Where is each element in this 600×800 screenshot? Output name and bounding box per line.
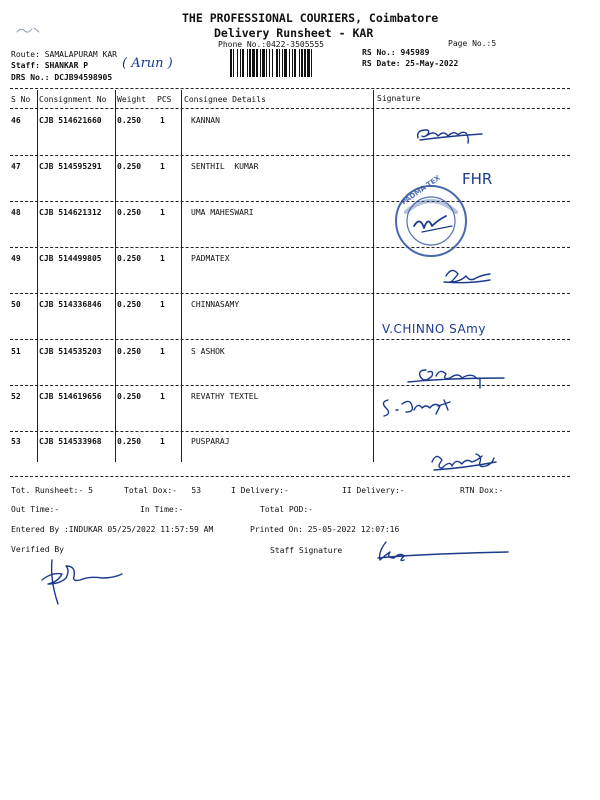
signature-row-47: FHR: [462, 170, 493, 188]
row-consignment: CJB 514533968: [39, 437, 102, 446]
barcode-bar: [247, 49, 248, 77]
signature-row-49: [440, 262, 500, 288]
column-divider-4: [373, 90, 374, 462]
verifier-signature: [34, 556, 124, 608]
barcode-bar: [249, 49, 251, 77]
row-consignment: CJB 514535203: [39, 347, 102, 356]
rs-date: RS Date: 25-May-2022: [362, 59, 459, 68]
header-consignment: Consignment No: [39, 95, 107, 104]
barcode-bar: [292, 49, 293, 77]
row-consignee: CHINNASAMY: [191, 300, 240, 309]
column-divider-1: [37, 90, 38, 462]
verified-by-label: Verified By: [11, 545, 64, 554]
stamp-text: PADMA TEX: [400, 173, 442, 207]
signature-row-50: V.CHINNO SAmy: [382, 322, 486, 336]
printed-on: Printed On: 25-05-2022 12:07:16: [250, 525, 400, 534]
row-rule: [10, 431, 570, 432]
barcode-bar: [301, 49, 303, 77]
header-consignee: Consignee Details: [184, 95, 266, 104]
staff-signature: [372, 538, 512, 566]
phone-number: Phone No.:0422-3505555: [218, 40, 324, 49]
row-sno: 53: [11, 437, 21, 446]
company-stamp: [392, 182, 470, 260]
row-consignee: PADMATEX: [191, 254, 230, 263]
row-weight: 0.250: [117, 392, 142, 401]
barcode-bar: [299, 49, 300, 77]
barcode-bar: [266, 49, 267, 77]
barcode: [230, 49, 358, 77]
row-weight: 0.250: [117, 437, 142, 446]
barcode-bar: [252, 49, 255, 77]
total-dox: Total Dox:- 53: [124, 486, 202, 495]
barcode-bar: [256, 49, 258, 77]
row-pcs: 1: [160, 437, 165, 446]
header-signature: Signature: [377, 94, 421, 103]
row-rule: [10, 155, 570, 156]
barcode-bar: [282, 49, 283, 77]
row-rule: [10, 247, 570, 248]
barcode-bar: [284, 49, 287, 77]
row-weight: 0.250: [117, 300, 142, 309]
staff-handwritten-name: ( Arun ): [122, 56, 173, 71]
column-divider-2: [115, 90, 116, 462]
signature-row-51: [406, 364, 506, 388]
row-consignment: CJB 514621312: [39, 208, 102, 217]
row-consignee: KANNAN: [191, 116, 220, 125]
barcode-bar: [240, 49, 241, 77]
row-pcs: 1: [160, 300, 165, 309]
row-rule: [10, 339, 570, 340]
first-delivery: I Delivery:-: [231, 486, 289, 495]
runsheet-title: Delivery Runsheet - KAR: [214, 26, 374, 40]
barcode-bar: [269, 49, 270, 77]
row-weight: 0.250: [117, 116, 142, 125]
row-pcs: 1: [160, 116, 165, 125]
barcode-bar: [237, 49, 238, 77]
rs-number: RS No.: 945989: [362, 48, 430, 57]
row-sno: 48: [11, 208, 21, 217]
row-pcs: 1: [160, 162, 165, 171]
total-runsheet: Tot. Runsheet:- 5: [11, 486, 93, 495]
row-weight: 0.250: [117, 208, 142, 217]
second-delivery: II Delivery:-: [342, 486, 405, 495]
row-pcs: 1: [160, 254, 165, 263]
barcode-bar: [311, 49, 312, 77]
out-time: Out Time:-: [11, 505, 60, 514]
row-pcs: 1: [160, 208, 165, 217]
row-consignment: CJB 514336846: [39, 300, 102, 309]
row-sno: 46: [11, 116, 21, 125]
row-sno: 50: [11, 300, 21, 309]
row-pcs: 1: [160, 347, 165, 356]
row-consignment: CJB 514595291: [39, 162, 102, 171]
staff-signature-label: Staff Signature: [270, 546, 343, 555]
barcode-bar: [279, 49, 280, 77]
staff-label: Staff: SHANKAR P: [11, 61, 89, 70]
drs-number: DRS No.: DCJB94598905: [11, 73, 113, 82]
column-divider-3: [181, 90, 182, 462]
barcode-bar: [304, 49, 306, 77]
table-top-rule: [10, 88, 570, 89]
row-weight: 0.250: [117, 162, 142, 171]
barcode-bar: [233, 49, 234, 77]
signature-row-46: [412, 120, 492, 150]
barcode-bar: [230, 49, 232, 77]
total-pod: Total POD:-: [260, 505, 313, 514]
row-consignee: SENTHIL KUMAR: [191, 162, 259, 171]
signature-row-52: [378, 392, 468, 420]
route-label: Route: SAMALAPURAM KAR: [11, 50, 117, 59]
row-sno: 47: [11, 162, 21, 171]
table-bottom-rule: [10, 476, 570, 477]
row-consignee: REVATHY TEXTEL: [191, 392, 259, 401]
barcode-bar: [242, 49, 244, 77]
in-time: In Time:-: [140, 505, 184, 514]
header-weight: Weight: [117, 95, 146, 104]
row-sno: 51: [11, 347, 21, 356]
header-sno: S No: [11, 95, 31, 104]
row-weight: 0.250: [117, 254, 142, 263]
row-consignment: CJB 514499805: [39, 254, 102, 263]
row-consignee: UMA MAHESWARI: [191, 208, 254, 217]
row-rule: [10, 293, 570, 294]
company-title: THE PROFESSIONAL COURIERS, Coimbatore: [182, 11, 439, 25]
row-weight: 0.250: [117, 347, 142, 356]
row-consignment: CJB 514619656: [39, 392, 102, 401]
row-consignee: S ASHOK: [191, 347, 225, 356]
barcode-bar: [307, 49, 310, 77]
page-number: Page No.:5: [448, 39, 497, 48]
row-rule: [10, 201, 570, 202]
row-sno: 52: [11, 392, 21, 401]
barcode-bar: [289, 49, 290, 77]
entered-by: Entered By :INDUKAR 05/25/2022 11:57:59 AM: [11, 525, 214, 534]
row-pcs: 1: [160, 392, 165, 401]
row-consignment: CJB 514621660: [39, 116, 102, 125]
barcode-bar: [276, 49, 278, 77]
barcode-bar: [262, 49, 265, 77]
barcode-bar: [260, 49, 261, 77]
table-header-rule: [10, 108, 570, 109]
corner-scribble: [14, 24, 44, 38]
signature-row-53: [426, 448, 506, 476]
barcode-bar: [294, 49, 296, 77]
barcode-bar: [272, 49, 273, 77]
row-consignee: PUSPARAJ: [191, 437, 230, 446]
rtn-dox: RTN Dox:-: [460, 486, 504, 495]
header-pcs: PCS: [157, 95, 172, 104]
row-sno: 49: [11, 254, 21, 263]
